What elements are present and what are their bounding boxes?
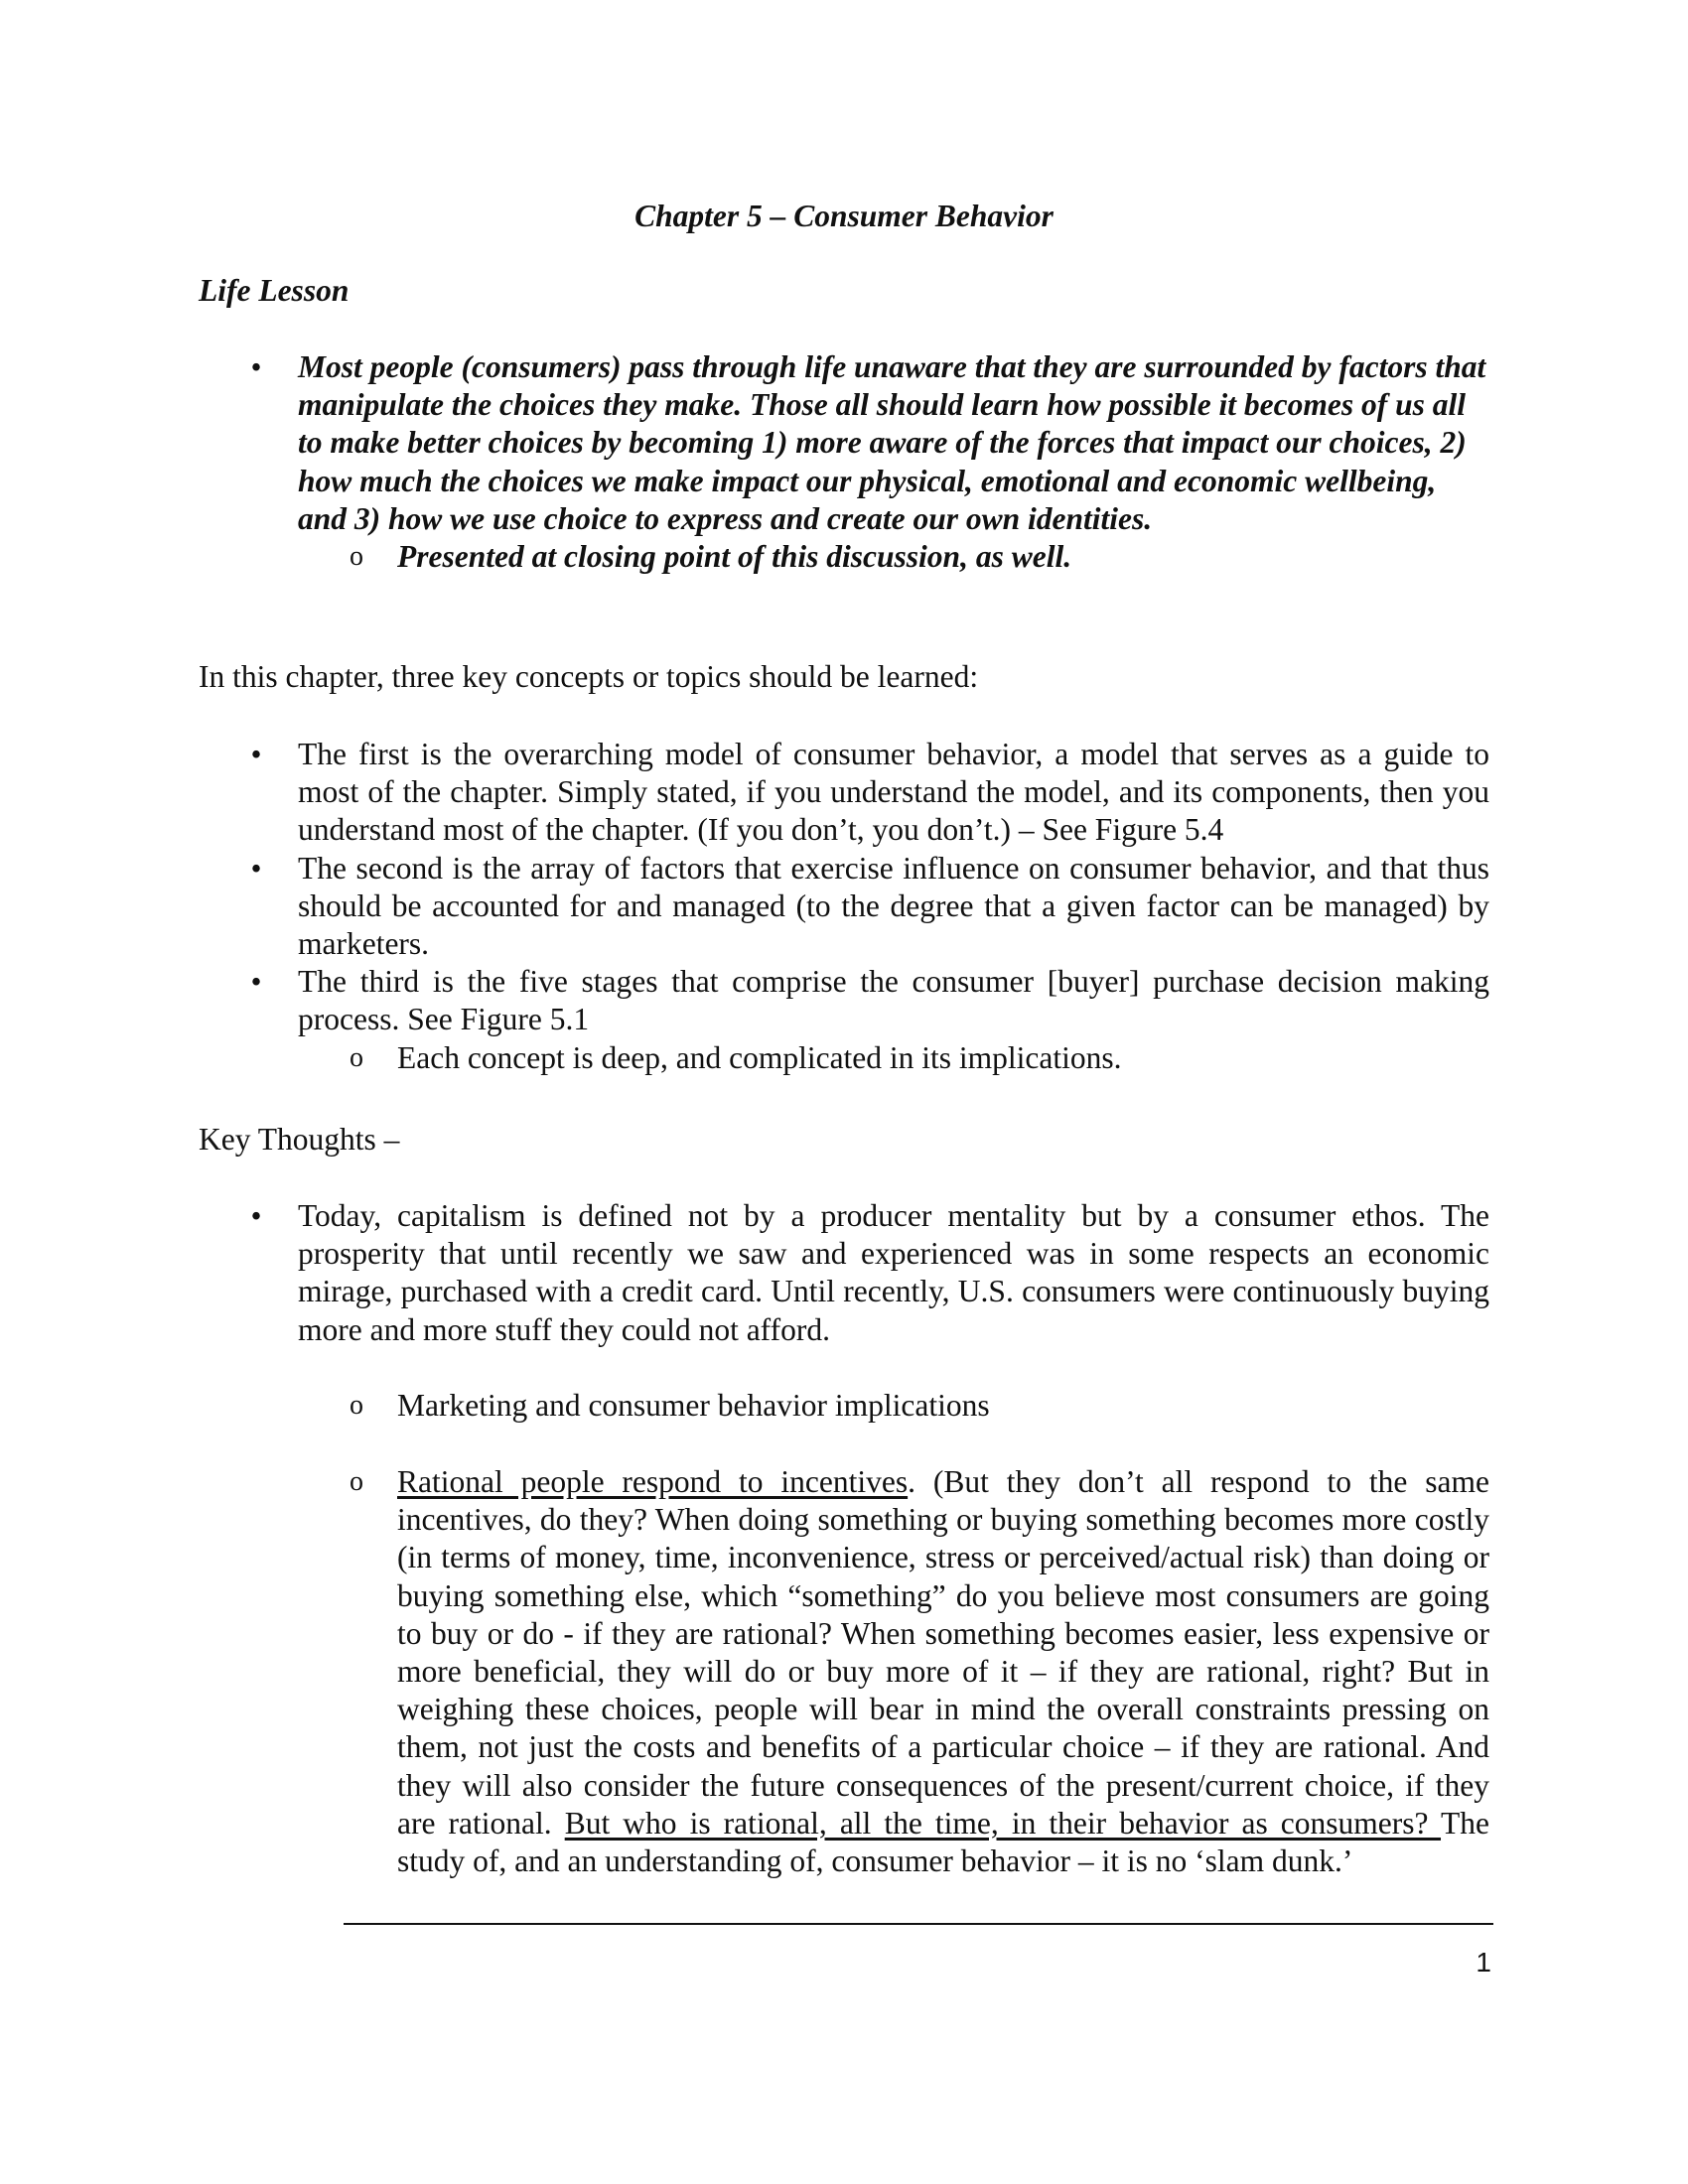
underlined-phrase-b: But who is rational, all the time, in their behavior as consumers? [564, 1805, 1442, 1841]
circle-bullet-icon: o [350, 1390, 363, 1421]
life-lesson-text: Most people (consumers) pass through life unaware that they are surrounded by factors that manipulate the choices they make. Those all should learn how possible it becomes of us all to make better choices by becoming 1) more aware of the forces that impact our choices, 2) how much the choices we make impact our physical, emotional and economic wellbeing, and 3) how we use choice to express and create our own identities. [298, 349, 1486, 536]
subitem [199, 1387, 1489, 1425]
concepts-sub-text: Each concept is deep, and complicated in its implications. [397, 1039, 1122, 1075]
key-thoughts-sub2 [199, 1463, 1489, 1880]
concepts-block [199, 736, 1489, 1077]
sub2-text-a: . (But they don’t all respond to the same incentives, do they? When doing something or buying something becomes more costly (in terms of money, time, inconvenience, stress or perceived/actual risk) than doing or buying something else, which “something” do you believe most consumers are going to buy or do - if they are rational? When something becomes easier, less expensive or more beneficial, they will do or buy more of it – if they are rational, right? But in weighing these choices, people will bear in mind the overall constraints pressing on them, not just the costs and benefits of a particular choice – if they are rational. And they will also consider the future consequences of the present/current choice, if they are rational. [397, 1464, 1489, 1841]
chapter-title: Chapter 5 – Consumer Behavior [634, 199, 1054, 233]
concepts-list [199, 736, 1489, 1039]
underlined-phrase-a: Rational people respond to incentives [397, 1464, 909, 1499]
life-lesson-list [199, 348, 1489, 538]
life-lesson-sub-text: Presented at closing point of this discussion, as well. [397, 539, 1072, 575]
key-thought-text: Today, capitalism is defined not by a producer mentality but by a consumer ethos. The prosperity that until recently we saw and experienced was in some respects an economic mirage, purchased with a credit card. Until recently, U.S. consumers were continuously buying more and more stuff they could not afford. [298, 1198, 1489, 1347]
sub2-text-b: The study of, and an understanding of, consumer behavior – it is no ‘slam dunk.’ [397, 1805, 1489, 1879]
bullet-icon: • [250, 1198, 262, 1233]
life-lesson-subitem [199, 538, 1489, 576]
list-item [199, 348, 1489, 538]
circle-bullet-icon: o [350, 1041, 363, 1073]
intro-text: In this chapter, three key concepts or topics should be learned: [199, 659, 979, 694]
circle-bullet-icon: o [350, 1466, 363, 1497]
footer-rule [344, 1923, 1493, 1925]
key-thoughts-heading: Key Thoughts – [199, 1122, 400, 1157]
key-thoughts-list [199, 1197, 1489, 1349]
bullet-icon: • [250, 850, 262, 886]
life-lesson-heading: Life Lesson [199, 273, 350, 308]
sub1-text: Marketing and consumer behavior implications [397, 1388, 990, 1423]
list-item [199, 963, 1489, 1038]
concept-2-text: The second is the array of factors that exercise influence on consumer behavior, and that thus should be accounted for and managed (to the degree that a given factor can be managed) by marketers. [298, 850, 1489, 962]
key-thoughts-sub1 [199, 1387, 1489, 1425]
subitem [199, 1463, 1489, 1880]
list-item [199, 1197, 1489, 1349]
key-thoughts-block [199, 1197, 1489, 1349]
concept-1-text: The first is the overarching model of consumer behavior, a model that serves as a guide to most of the chapter. Simply stated, if you understand the model, and its components, then you understand most of the chapter. (If you don’t, you don’t.) – See Figure 5.4 [298, 737, 1489, 848]
bullet-icon: • [250, 964, 262, 1000]
page-number: 1 [1476, 1947, 1491, 1978]
bullet-icon: • [250, 737, 262, 771]
list-item [199, 850, 1489, 964]
list-item [199, 736, 1489, 850]
concepts-subitem [199, 1039, 1489, 1077]
circle-bullet-icon: o [350, 541, 363, 573]
concept-3-text: The third is the five stages that comprise the consumer [buyer] purchase decision making process. See Figure 5.1 [298, 964, 1489, 1037]
life-lesson-block [199, 348, 1489, 576]
bullet-icon: • [250, 349, 262, 384]
